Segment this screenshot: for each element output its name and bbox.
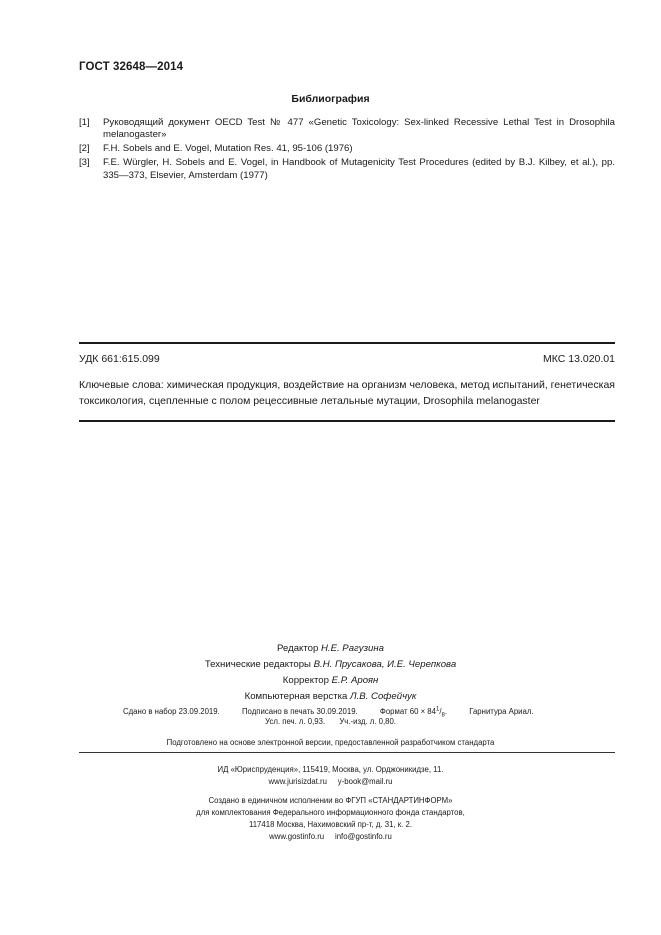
format-info: Формат $60 \times 84^1/_8$. bbox=[379, 706, 448, 719]
document-header: ГОСТ 32648—2014 bbox=[79, 61, 184, 73]
print-sheets-row bbox=[0, 717, 661, 726]
tech-editors-names: В.Н. Прусакова, И.Е. Черепкова bbox=[313, 659, 457, 670]
created-web-line: www.gostinfo.ru info@gostinfo.ru bbox=[269, 832, 392, 841]
font-info: Гарнитура Ариал. bbox=[469, 706, 534, 716]
tech-editors-line bbox=[0, 657, 661, 673]
prepared-note: Подготовлено на основе электронной версии, предоставленной разработчиком стандарта bbox=[166, 738, 495, 747]
udk-code: УДК 661:615.099 bbox=[79, 353, 160, 365]
bibliography-item bbox=[79, 143, 615, 155]
created-by-block bbox=[0, 795, 661, 843]
bibliography-item bbox=[79, 117, 615, 142]
editor-line bbox=[0, 641, 661, 657]
mks-code: МКС 13.020.01 bbox=[543, 353, 615, 365]
bibliography-item-number: [1] bbox=[79, 117, 90, 128]
corrector-label: Корректор bbox=[282, 675, 329, 686]
bibliography-title: Библиография bbox=[291, 93, 370, 105]
tech-editors-label: Технические редакторы bbox=[204, 659, 311, 670]
publisher-web-line: www.jurisizdat.ru y-book@mail.ru bbox=[268, 777, 393, 786]
bibliography-item-text: F.E. Würgler, H. Sobels and E. Vogel, in Handbook of Mutagenicity Test Procedures (edited by B.J. Kilbey, et al.), pp. 335—373, Elsevier, Amsterdam (1977) bbox=[103, 157, 615, 181]
layout-name: Л.В. Софейчук bbox=[350, 691, 417, 702]
section-divider-top bbox=[79, 342, 615, 344]
editor-name: Н.Е. Рагузина bbox=[320, 643, 384, 654]
layout-line bbox=[0, 689, 661, 705]
submitted-date: Сдано в набор 23.09.2019. bbox=[123, 706, 220, 716]
format-sub: 8 bbox=[441, 712, 445, 719]
publisher-id-line: ИД «Юриспруденция», 115419, Москва, ул. Орджоникидзе, 11. bbox=[217, 765, 444, 774]
bibliography-item-number: [2] bbox=[79, 143, 90, 155]
editorial-credits bbox=[0, 641, 661, 705]
corrector-line bbox=[0, 673, 661, 689]
created-line: Создано в единичном исполнении во ФГУП «СТАНДАРТИНФОРМ» bbox=[208, 796, 453, 805]
format-sup: 1 bbox=[435, 706, 440, 712]
section-divider-bottom bbox=[79, 420, 615, 422]
bibliography-list bbox=[79, 117, 615, 184]
bibliography-item-text: Руководящий документ OECD Test № 477 «Genetic Toxicology: Sex-linked Recessive Lethal Test in Drosophila melanogaster» bbox=[103, 117, 615, 141]
bibliography-item-number: [3] bbox=[79, 157, 90, 169]
format-label: Формат 60 × 84 bbox=[379, 706, 436, 716]
signed-date: Подписано в печать 30.09.2019. bbox=[241, 706, 358, 716]
editor-label: Редактор bbox=[277, 643, 319, 654]
print-sheets: Усл. печ. л. 0,93. bbox=[265, 717, 326, 726]
bibliography-item-text: F.H. Sobels and E. Vogel, Mutation Res. 41, 95-106 (1976) bbox=[103, 143, 353, 155]
created-line: 117418 Москва, Нахимовский пр-т, д. 31, к. 2. bbox=[248, 820, 413, 829]
keywords-text: Ключевые слова: химическая продукция, воздействие на организм человека, метод испытаний, генетическая токсикология, сцепленные с полом рецессивные летальные мутации, Drosophila melanogaster bbox=[79, 379, 615, 407]
layout-label: Компьютерная верстка bbox=[244, 691, 348, 702]
publisher-block bbox=[0, 764, 661, 788]
bibliography-item bbox=[79, 157, 615, 182]
corrector-name: Е.Р. Ароян bbox=[331, 675, 379, 686]
publication-sheets: Уч.-изд. л. 0,80. bbox=[339, 717, 396, 726]
created-line: для комплектования Федерального информационного фонда стандартов, bbox=[196, 808, 465, 817]
imprint-divider bbox=[79, 752, 615, 753]
